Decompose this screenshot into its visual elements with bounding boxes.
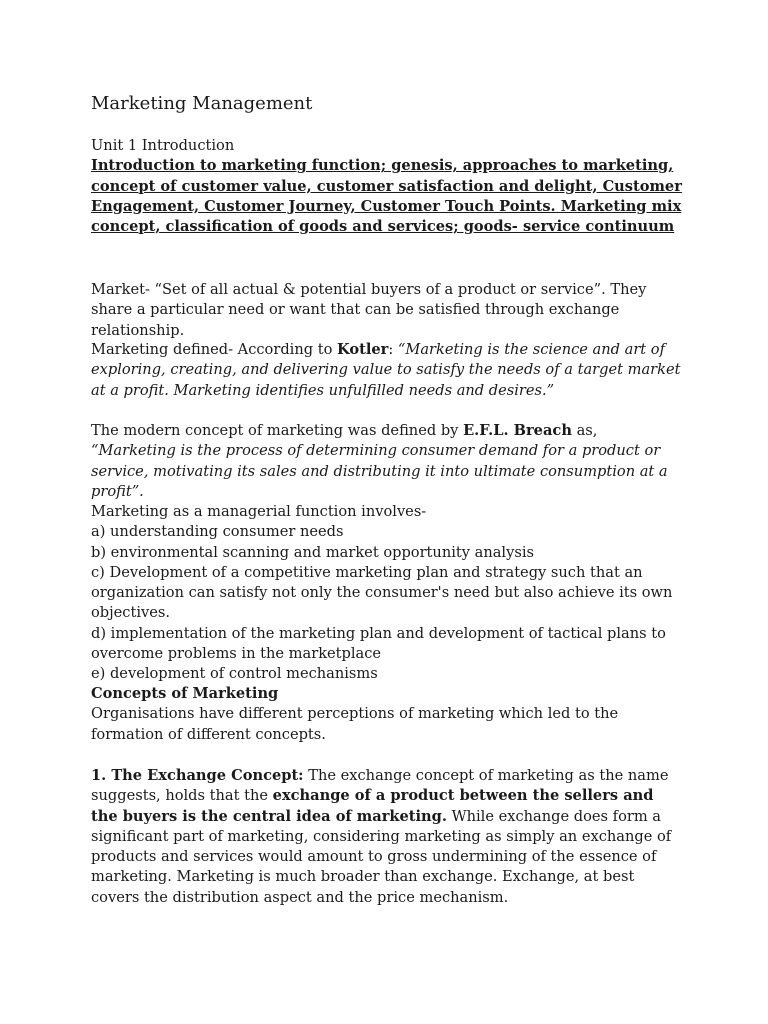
list-item: a) understanding consumer needs (91, 523, 344, 541)
list-item: c) Development of a competitive marketing plan and strategy such that an organization can satisfy not only the consumer's need but also achieve its own objectives. (91, 563, 673, 622)
concepts-heading-text: Concepts of Marketing (91, 685, 279, 702)
marketing-defined-paragraph (91, 340, 684, 401)
modern-concept-paragraph (91, 421, 684, 502)
breach-name: E.F.L. Breach (463, 422, 572, 439)
marketing-defined-prefix: Marketing defined- According to (91, 341, 337, 358)
list-item: b) environmental scanning and market opportunity analysis (91, 543, 534, 561)
kotler-name: Kotler (337, 341, 389, 358)
market-definition: Market- “Set of all actual & potential buyers of a product or service”. They share a particular need or want that can be satisfied through exchange relationship. (91, 281, 647, 339)
managerial-function-list (91, 502, 684, 685)
marketing-defined-colon: : (388, 341, 398, 358)
kotler-quote: “Marketing is the science and art of exploring, creating, and delivering value to satisfy the needs of a target market at a profit. Marketing identifies unfulfilled needs and desires.” (91, 341, 681, 399)
unit-section (91, 136, 684, 237)
managerial-function-intro: Marketing as a managerial function involves- (91, 503, 427, 520)
exchange-concept-heading: 1. The Exchange Concept: (91, 767, 304, 784)
concepts-intro: Organisations have different perceptions of marketing which led to the formation of different concepts. (91, 705, 619, 743)
modern-concept-middle: as, (571, 422, 598, 439)
exchange-concept-bold: exchange of a product between the sellers and the buyers is the central idea of marketing. (91, 787, 654, 825)
list-item: e) development of control mechanisms (91, 665, 378, 683)
document-title: Marketing Management (91, 93, 313, 114)
modern-concept-prefix: The modern concept of marketing was defined by (91, 422, 464, 439)
exchange-concept-text-1: The exchange concept of marketing as the name suggests, holds that the (91, 767, 669, 805)
concepts-heading (91, 684, 684, 704)
unit-heading: Unit 1 Introduction (91, 137, 235, 154)
breach-quote: “Marketing is the process of determining consumer demand for a product or service, motivating its sales and distributing it into ultimate consumption at a profit”. (91, 442, 668, 500)
exchange-concept-paragraph (91, 766, 684, 908)
list-item: d) implementation of the marketing plan and development of tactical plans to overcome problems in the marketplace (91, 624, 666, 663)
exchange-concept-text-2: While exchange does form a significant part of marketing, considering marketing as simply an exchange of products and services would amount to gross undermining of the essence of marketing. Marketing is much broader than exchange. Exchange, at best covers the distribution aspect and the price mechanism. (91, 807, 672, 906)
concepts-section (91, 684, 684, 745)
unit-topics: Introduction to marketing function; genesis, approaches to marketing, concept of customer value, customer satisfaction and delight, Customer Engagement, Customer Journey, Customer Touch Points. Marketing mix concept, classification of goods and services; goods- service continuum (91, 157, 682, 236)
